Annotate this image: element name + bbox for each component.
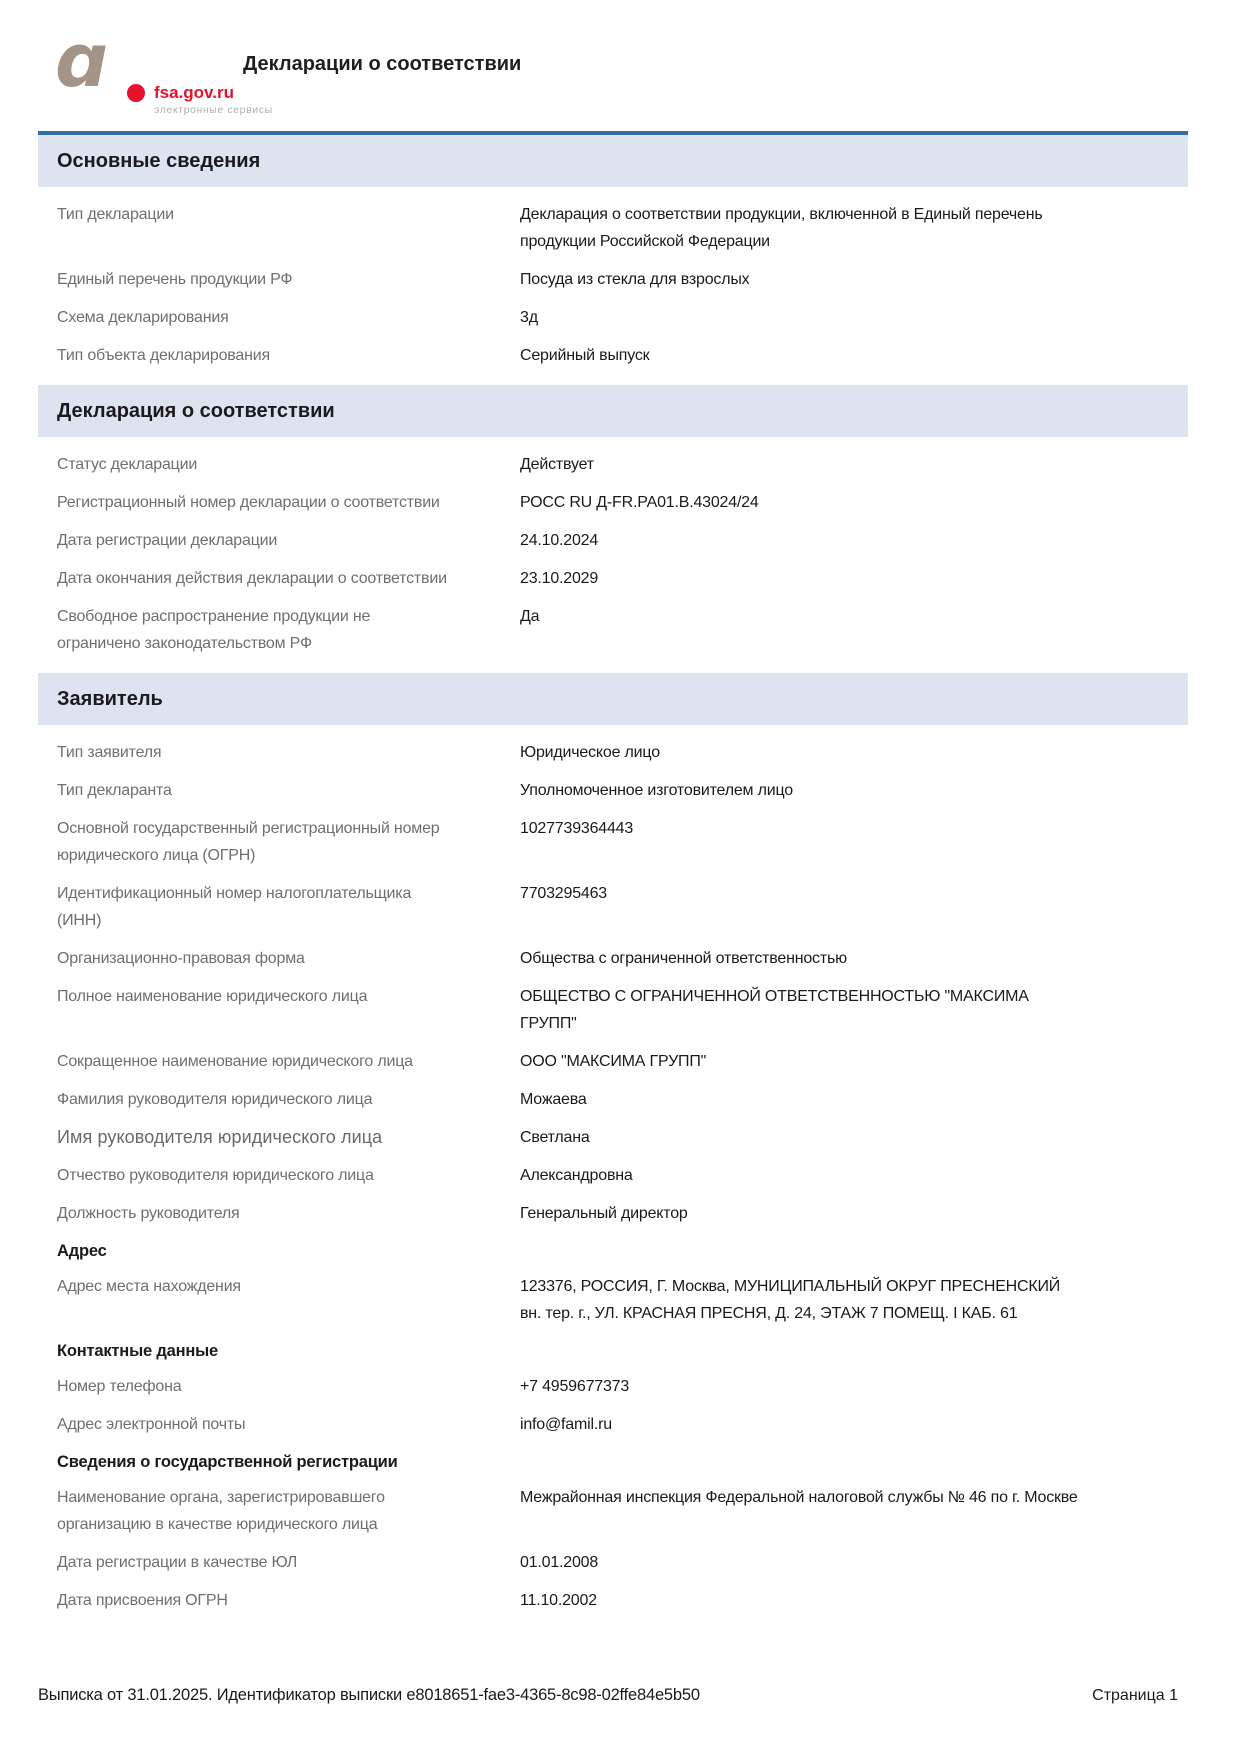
field-row: [57, 880, 1188, 934]
section-rows: [38, 187, 1188, 369]
field-value: Серийный выпуск: [520, 347, 650, 364]
logo-red-dot-icon: [127, 84, 145, 102]
field-label: Дата регистрации декларации: [57, 532, 278, 549]
sections: [38, 131, 1188, 1614]
field-row: [57, 603, 1188, 657]
field-label: Организационно-правовая форма: [57, 950, 305, 967]
field-row: [57, 1162, 1188, 1189]
field-label: Номер телефона: [57, 1378, 182, 1395]
field-label: Имя руководителя юридического лица: [57, 1127, 383, 1147]
field-label: Дата регистрации в качестве ЮЛ: [57, 1554, 298, 1571]
subsection-header: Сведения о государственной регистрации: [57, 1453, 398, 1471]
field-label: Адрес электронной почты: [57, 1416, 246, 1433]
field-label: Регистрационный номер декларации о соответствии: [57, 494, 440, 511]
field-label: Тип декларанта: [57, 782, 172, 799]
field-label: Наименование органа, зарегистрировавшего организацию в качестве юридического лица: [57, 1489, 385, 1533]
field-row: [57, 1200, 1188, 1227]
field-label: Отчество руководителя юридического лица: [57, 1167, 374, 1184]
logo-a-glyph: ɑ: [55, 18, 106, 104]
field-row: [57, 304, 1188, 331]
field-row: [57, 983, 1188, 1037]
field-row: [57, 739, 1188, 766]
logo-tagline: электронные сервисы: [154, 104, 273, 116]
field-label: Единый перечень продукции РФ: [57, 271, 293, 288]
page-title: Декларации о соответствии: [243, 53, 522, 75]
field-row: [57, 266, 1188, 293]
field-value: 11.10.2002: [520, 1592, 597, 1609]
subsection-header: Контактные данные: [57, 1342, 218, 1360]
field-value: РОСС RU Д-FR.РА01.В.43024/24: [520, 494, 759, 511]
field-label: Полное наименование юридического лица: [57, 988, 368, 1005]
field-label: Дата окончания действия декларации о соответствии: [57, 570, 447, 587]
field-row: [57, 527, 1188, 554]
field-row: [57, 1549, 1188, 1576]
field-row: [57, 1587, 1188, 1614]
subsection-header: Адрес: [57, 1242, 107, 1260]
field-value: Светлана: [520, 1129, 590, 1146]
field-row: [57, 201, 1188, 255]
field-label: Дата присвоения ОГРН: [57, 1592, 228, 1609]
field-value: Общества с ограниченной ответственностью: [520, 950, 847, 967]
field-value: Да: [520, 608, 540, 625]
logo-brand: fsa.gov.ru: [154, 83, 234, 102]
field-label: Свободное распространение продукции не ограничено законодательством РФ: [57, 608, 371, 652]
field-label: Сокращенное наименование юридического лица: [57, 1053, 413, 1070]
field-row: [57, 1373, 1188, 1400]
footer-page-number: Страница 1: [1092, 1687, 1178, 1704]
field-label: Схема декларирования: [57, 309, 229, 326]
footer-extract-info: Выписка от 31.01.2025. Идентификатор выписки e8018651-fae3-4365-8c98-02ffe84e5b50: [38, 1686, 700, 1704]
field-row: [57, 777, 1188, 804]
field-label: Тип заявителя: [57, 744, 162, 761]
field-row: [57, 1273, 1188, 1327]
field-row: [57, 815, 1188, 869]
field-row: [57, 1124, 1188, 1151]
field-label: Тип объекта декларирования: [57, 347, 270, 364]
field-row: [57, 451, 1188, 478]
section: [38, 131, 1188, 369]
field-value: 23.10.2029: [520, 570, 599, 587]
field-value: ОБЩЕСТВО С ОГРАНИЧЕННОЙ ОТВЕТСТВЕННОСТЬЮ "МАКСИМА ГРУПП": [520, 988, 1029, 1032]
section-rows: [38, 437, 1188, 657]
field-label: Идентификационный номер налогоплательщика (ИНН): [57, 885, 412, 929]
field-row: [57, 945, 1188, 972]
field-value: Действует: [520, 456, 594, 473]
fsa-logo: [55, 18, 275, 125]
field-label: Основной государственный регистрационный номер юридического лица (ОГРН): [57, 820, 440, 864]
field-value: Посуда из стекла для взрослых: [520, 271, 750, 288]
section-header: Декларация о соответствии: [38, 385, 1188, 437]
field-row: [57, 1484, 1188, 1538]
field-value: info@famil.ru: [520, 1416, 612, 1433]
field-value: ООО "МАКСИМА ГРУПП": [520, 1053, 707, 1070]
section-header: Основные сведения: [38, 131, 1188, 187]
field-label: Адрес места нахождения: [57, 1278, 241, 1295]
field-value: 7703295463: [520, 885, 607, 902]
field-value: Уполномоченное изготовителем лицо: [520, 782, 793, 799]
field-row: [57, 565, 1188, 592]
field-value: Можаева: [520, 1091, 587, 1108]
field-value: Генеральный директор: [520, 1205, 688, 1222]
field-value: 123376, РОССИЯ, Г. Москва, МУНИЦИПАЛЬНЫЙ ОКРУГ ПРЕСНЕНСКИЙ вн. тер. г., УЛ. КРАСНАЯ ПРЕСНЯ, Д. 24, ЭТАЖ 7 ПОМЕЩ. I КАБ. 61: [520, 1278, 1061, 1322]
field-value: Юридическое лицо: [520, 744, 660, 761]
field-row: [57, 1048, 1188, 1075]
field-row: [57, 489, 1188, 516]
field-value: Александровна: [520, 1167, 633, 1184]
footer: [38, 1686, 1178, 1705]
field-row: [57, 342, 1188, 369]
section: [38, 673, 1188, 1614]
field-value: 3д: [520, 309, 538, 326]
field-value: 01.01.2008: [520, 1554, 599, 1571]
field-row: [57, 1086, 1188, 1113]
section-rows: [38, 725, 1188, 1614]
field-label: Фамилия руководителя юридического лица: [57, 1091, 373, 1108]
section-header: Заявитель: [38, 673, 1188, 725]
field-value: 24.10.2024: [520, 532, 599, 549]
field-label: Статус декларации: [57, 456, 198, 473]
field-label: Должность руководителя: [57, 1205, 240, 1222]
field-value: Межрайонная инспекция Федеральной налоговой службы № 46 по г. Москве: [520, 1489, 1078, 1506]
doc-header: [0, 0, 1240, 131]
field-value: 1027739364443: [520, 820, 634, 837]
field-label: Тип декларации: [57, 206, 174, 223]
field-value: +7 4959677373: [520, 1378, 630, 1395]
field-row: [57, 1411, 1188, 1438]
field-value: Декларация о соответствии продукции, включенной в Единый перечень продукции Российской Федерации: [520, 206, 1043, 250]
section: [38, 385, 1188, 657]
